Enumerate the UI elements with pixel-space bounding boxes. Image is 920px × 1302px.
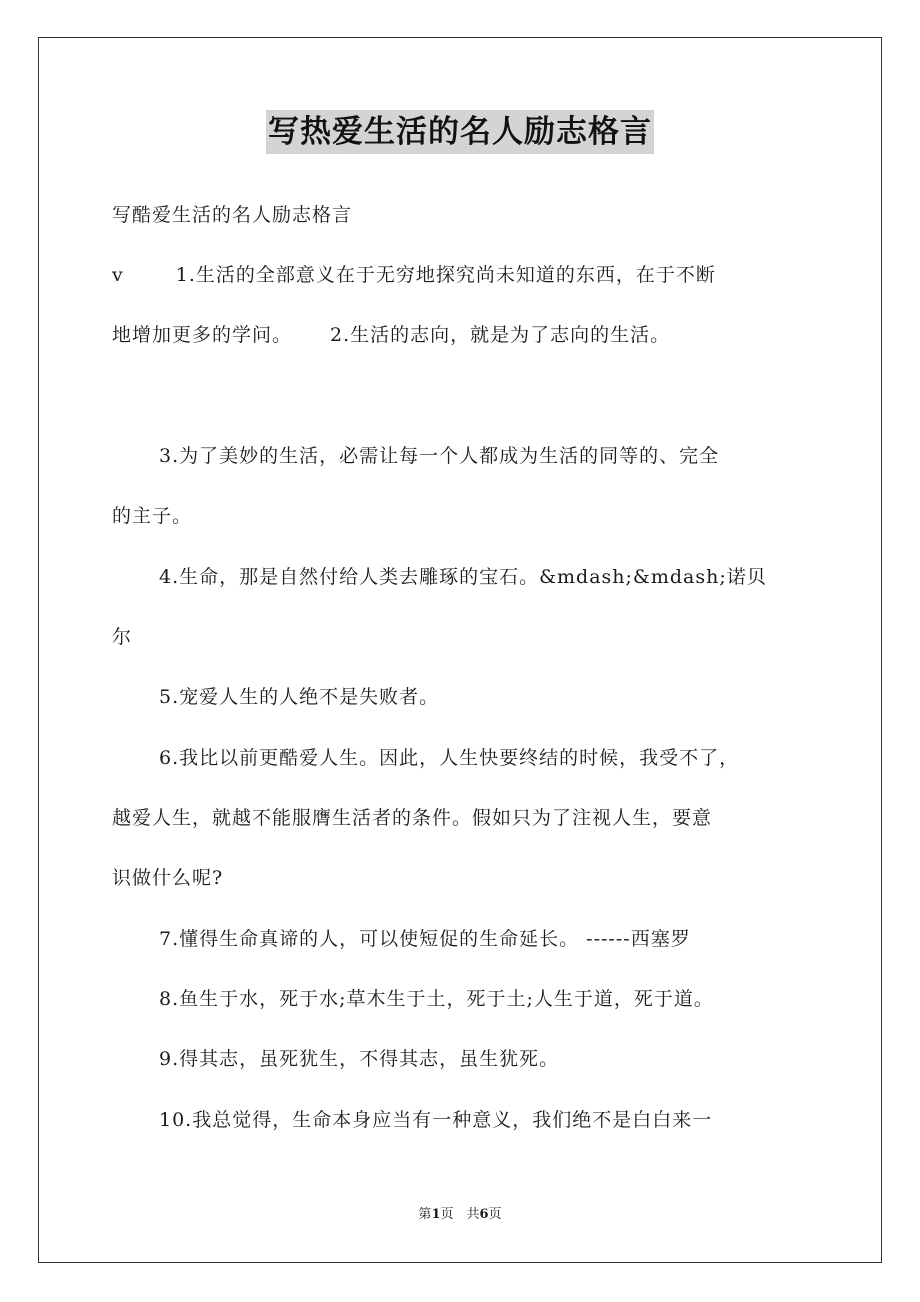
page-footer <box>0 1206 920 1224</box>
quote-6-start: 6.我比以前更酷爱人生。因此，人生快要终结的时候，我受不了， <box>159 747 740 769</box>
quote-8: 8.鱼生于水，死于水;草木生于土，死于土;人生于道，死于道。 <box>159 988 714 1010</box>
footer-page-number: 1 <box>431 1207 441 1222</box>
paragraph-line-1 <box>112 261 716 289</box>
quote-2: 2.生活的志向，就是为了志向的生活。 <box>330 324 671 346</box>
title-wrap <box>0 110 920 154</box>
footer-mid: 页 共 <box>440 1207 480 1222</box>
quote-4-end: 尔 <box>112 626 133 648</box>
quote-6-middle: 越爱人生，就越不能服膺生活者的条件。假如只为了注视人生，要意 <box>112 807 713 829</box>
document-title: 写热爱生活的名人励志格言 <box>266 110 654 154</box>
footer-suffix: 页 <box>488 1207 502 1222</box>
quote-3-start: 3.为了美妙的生活，必需让每一个人都成为生活的同等的、完全 <box>159 445 720 467</box>
subtitle: 写酷爱生活的名人励志格言 <box>112 204 353 226</box>
quote-5: 5.宠爱人生的人绝不是失败者。 <box>159 686 440 708</box>
line-prefix: v <box>112 264 124 286</box>
quote-1-start: 1.生活的全部意义在于无穷地探究尚未知道的东西，在于不断 <box>175 264 716 286</box>
paragraph-line-2 <box>112 321 670 349</box>
quote-1-end: 地增加更多的学问。 <box>112 324 293 346</box>
quote-6-end: 识做什么呢? <box>112 867 224 889</box>
quote-10-start: 10.我总觉得，生命本身应当有一种意义，我们绝不是白白来一 <box>159 1109 713 1131</box>
quote-4-start: 4.生命，那是自然付给人类去雕琢的宝石。&mdash;&mdash;诺贝 <box>159 566 767 588</box>
footer-prefix: 第 <box>418 1207 432 1222</box>
footer-total-pages: 6 <box>479 1207 489 1222</box>
quote-7: 7.懂得生命真谛的人，可以使短促的生命延长。 ------西塞罗 <box>159 928 691 950</box>
quote-3-end: 的主子。 <box>112 505 193 527</box>
quote-9: 9.得其志，虽死犹生，不得其志，虽生犹死。 <box>159 1048 560 1070</box>
